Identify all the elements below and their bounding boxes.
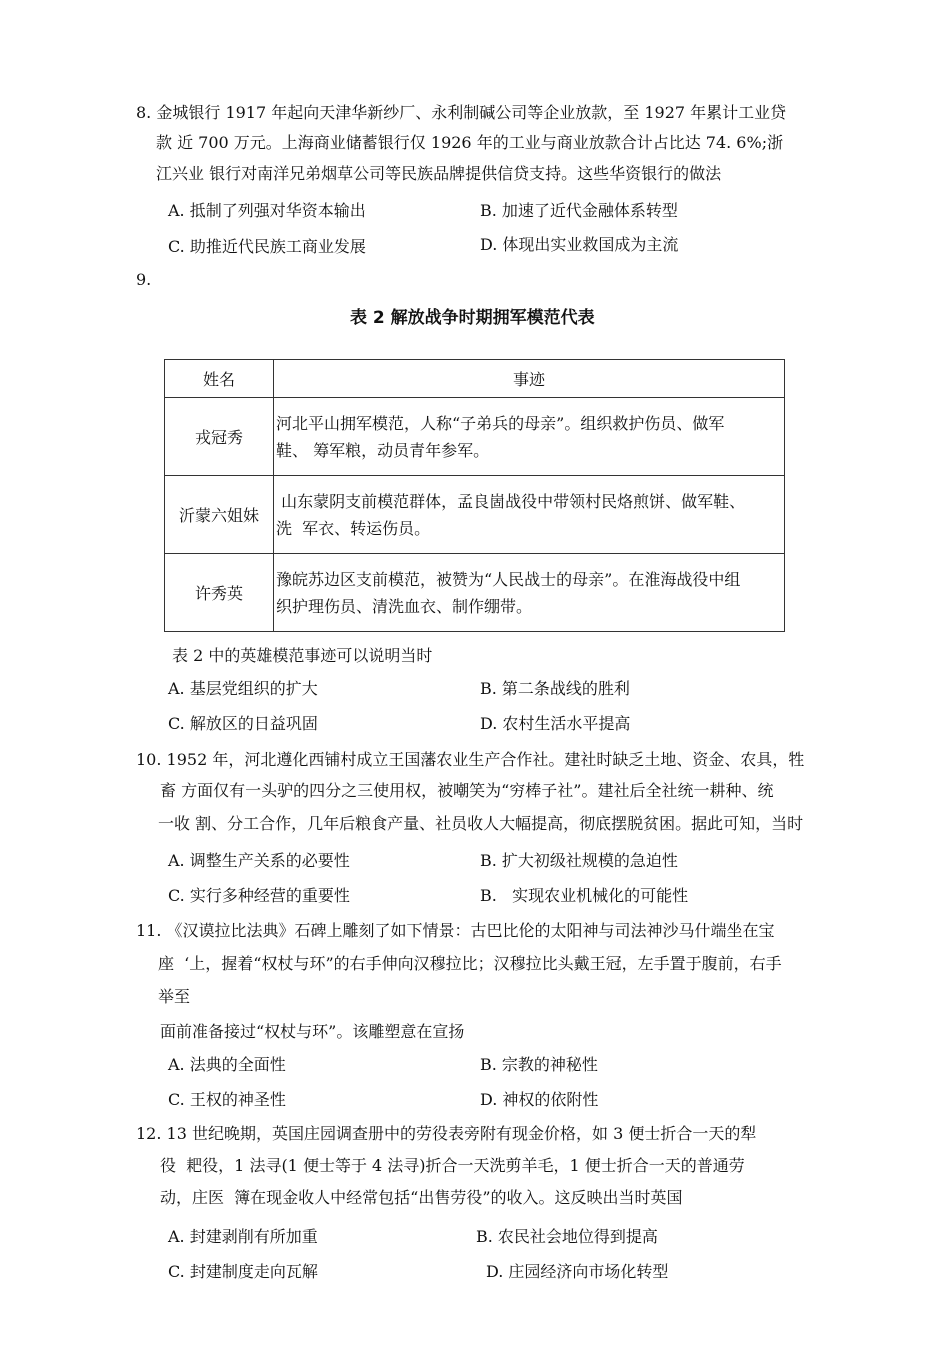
row-deeds xyxy=(274,398,785,476)
row-name: 戎冠秀 xyxy=(165,398,274,476)
q11-stem-line-1: 11. 《汉谟拉比法典》石碑上雕刻了如下情景：古巴比伦的太阳神与司法神沙马什端坐在宝 xyxy=(136,921,775,940)
q8-option-b: B. 加速了近代金融体系转型 xyxy=(480,201,678,220)
q11-option-d: D. 神权的依附性 xyxy=(480,1090,599,1109)
q11-stem-line-4: 面前准备接过“权杖与环”。该雕塑意在宣扬 xyxy=(160,1022,465,1041)
q8-option-a: A. 抵制了列强对华资本输出 xyxy=(168,201,366,220)
row-name: 沂蒙六姐妹 xyxy=(165,476,274,554)
q8-option-d: D. 体现出实业救国成为主流 xyxy=(480,235,679,254)
q12-stem-line-3: 动，庄医 簿在现金收人中经常包括“出售劳役”的收入。这反映出当时英国 xyxy=(160,1188,683,1207)
q8-stem-line-3: 江兴业 银行对南洋兄弟烟草公司等民族品牌提供信贷支持。这些华资银行的做法 xyxy=(156,164,722,183)
q10-option-b: B. 扩大初级社规模的急迫性 xyxy=(480,851,678,870)
q11-option-c: C. 王权的神圣性 xyxy=(168,1090,286,1109)
table-row xyxy=(165,476,785,554)
q11-option-b: B. 宗教的神秘性 xyxy=(480,1055,598,1074)
q11-stem-line-3: 举至 xyxy=(158,987,191,1006)
q11-option-a: A. 法典的全面性 xyxy=(168,1055,286,1074)
model-table xyxy=(164,359,785,632)
q9-option-c: C. 解放区的日益巩固 xyxy=(168,714,318,733)
table-title: 表 2 解放战争时期拥军模范代表 xyxy=(350,308,595,328)
deeds-line: 河北平山拥军模范，人称“子弟兵的母亲”。组织救护伤员、做军 xyxy=(276,413,725,433)
q12-option-c: C. 封建制度走向瓦解 xyxy=(168,1262,318,1281)
q8-stem-line-2: 款 近 700 万元。上海商业储蓄银行仅 1926 年的工业与商业放款合计占比达 74. 6%;浙 xyxy=(156,133,784,152)
table-row xyxy=(165,398,785,476)
q10-stem-line-3: 一收 割、分工合作，几年后粮食产量、社员收人大幅提高，彻底摆脱贫困。据此可知，当时 xyxy=(158,814,804,833)
q12-stem-line-1: 12. 13 世纪晚期，英国庄园调查册中的劳役表旁附有现金价格，如 3 便士折合一天的犁 xyxy=(136,1124,757,1143)
q9-option-d: D. 农村生活水平提高 xyxy=(480,714,631,733)
deeds-line: 织护理伤员、清洗血衣、制作绷带。 xyxy=(276,596,533,616)
q12-option-d: D. 庄园经济向市场化转型 xyxy=(486,1262,669,1281)
deeds-line: 山东蒙阴支前模范群体，孟良崮战役中带领村民烙煎饼、做军鞋、 xyxy=(276,491,746,511)
q9-number: 9. xyxy=(136,270,152,289)
header-name: 姓名 xyxy=(165,360,274,398)
row-deeds xyxy=(274,554,785,632)
q11-stem-line-2: 座 ‘上，握着“权杖与环”的右手伸向汉穆拉比；汉穆拉比头戴王冠，左手置于腹前，右手 xyxy=(158,954,782,973)
deeds-line: 豫皖苏边区支前模范，被赞为“人民战士的母亲”。在淮海战役中组 xyxy=(276,569,741,589)
q12-stem-line-2: 役 耙役，1 法寻(1 便士等于 4 法寻)折合一天洗剪羊毛，1 便士折合一天的普通劳 xyxy=(160,1156,745,1175)
table-header-row xyxy=(165,360,785,398)
row-deeds xyxy=(274,476,785,554)
header-deeds: 事迹 xyxy=(274,360,785,398)
deeds-line: 洗 军衣、转运伤员。 xyxy=(276,518,431,538)
row-name: 许秀英 xyxy=(165,554,274,632)
deeds-line: 鞋、 筹军粮，动员青年参军。 xyxy=(276,440,490,460)
q10-option-d: B. 实现农业机械化的可能性 xyxy=(480,886,689,905)
q9-stem: 表 2 中的英雄模范事迹可以说明当时 xyxy=(172,646,433,665)
q10-option-c: C. 实行多种经营的重要性 xyxy=(168,886,350,905)
q12-option-a: A. 封建剥削有所加重 xyxy=(168,1227,318,1246)
q8-option-c: C. 助推近代民族工商业发展 xyxy=(168,237,366,256)
q9-option-a: A. 基层党组织的扩大 xyxy=(168,679,318,698)
q8-stem-line-1: 8. 金城银行 1917 年起向天津华新纱厂、永利制碱公司等企业放款，至 1927 年累计工业贷 xyxy=(136,103,787,122)
q9-option-b: B. 第二条战线的胜利 xyxy=(480,679,630,698)
table-row xyxy=(165,554,785,632)
q12-option-b: B. 农民社会地位得到提高 xyxy=(476,1227,658,1246)
q10-stem-line-1: 10. 1952 年，河北遵化西铺村成立王国藩农业生产合作社。建社时缺乏土地、资金、农具，牲 xyxy=(136,750,805,769)
q10-stem-line-2: 畜 方面仅有一头驴的四分之三使用权，被嘲笑为“穷棒子社”。建社后全社统一耕种、统 xyxy=(160,781,774,800)
q10-option-a: A. 调整生产关系的必要性 xyxy=(168,851,350,870)
